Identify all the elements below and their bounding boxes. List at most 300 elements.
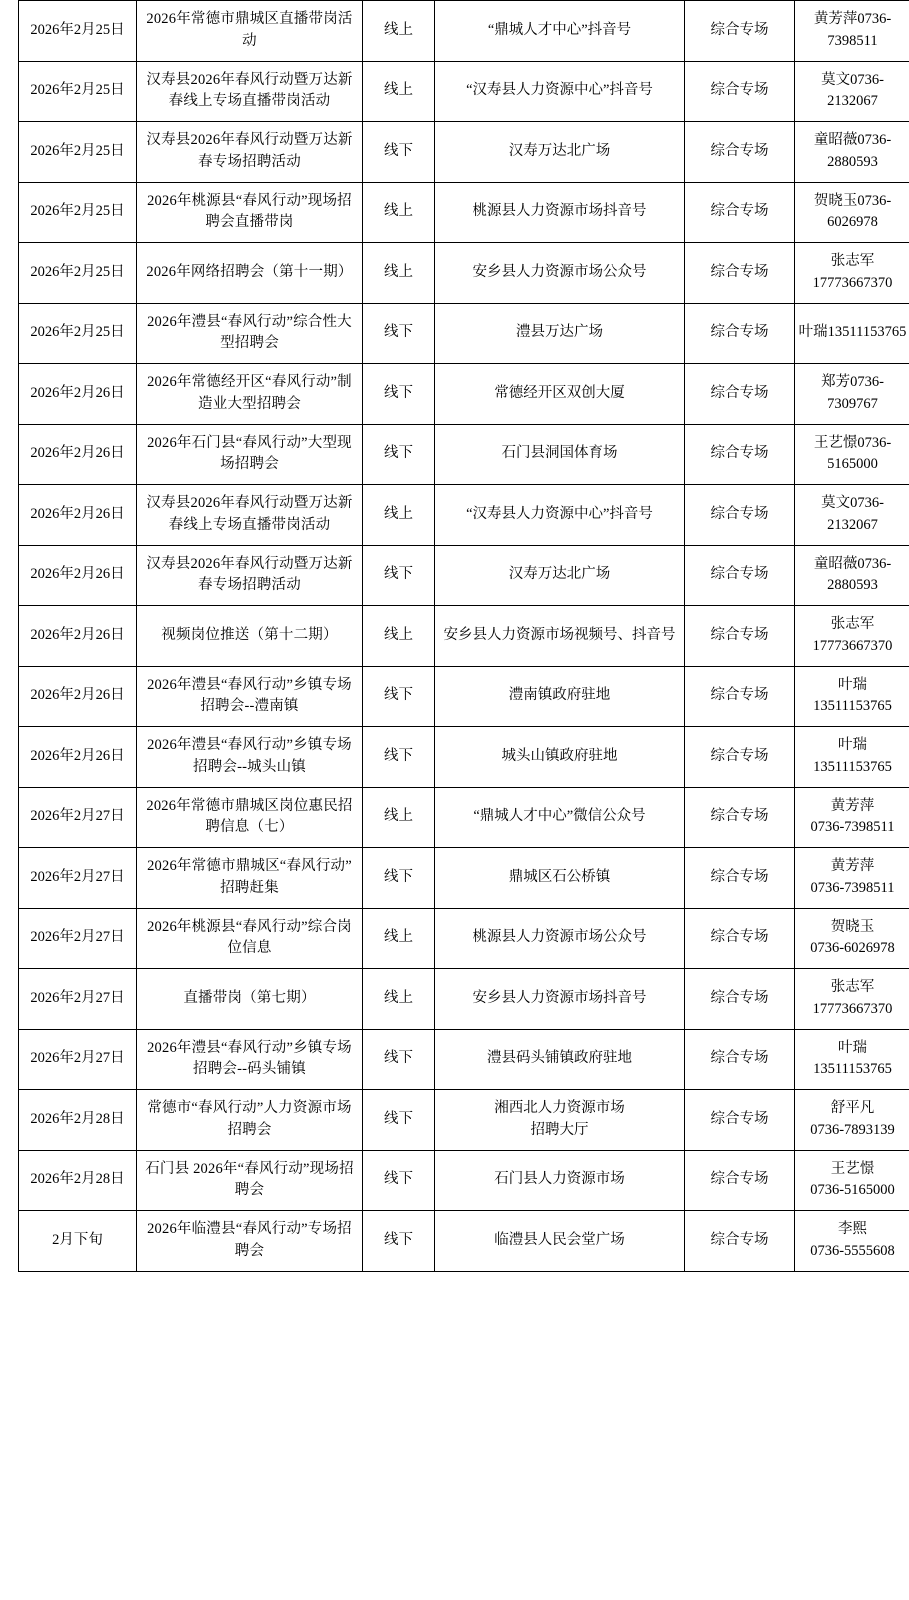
cell-date — [19, 364, 137, 425]
cell-contact-line: 17773667370 — [812, 637, 893, 654]
cell-category-line: 综合专场 — [710, 566, 769, 583]
cell-contact-line: 13511153765 — [813, 1061, 892, 1078]
cell-contact-line: 0736-7398511 — [810, 879, 895, 896]
cell-contact — [795, 1150, 909, 1211]
cell-mode — [363, 364, 435, 425]
cell-place-line: “汉寿县人力资源中心”抖音号 — [466, 505, 653, 522]
cell-contact — [795, 1, 909, 62]
cell-contact — [795, 848, 909, 909]
cell-contact — [795, 485, 909, 546]
cell-contact-line: 13511153765 — [813, 698, 892, 715]
cell-date — [19, 182, 137, 243]
cell-activity-name-line: 汉寿县2026年春风行动暨万达新 — [146, 71, 353, 88]
cell-activity-name — [137, 364, 363, 425]
cell-date-line: 2026年2月26日 — [30, 687, 125, 704]
cell-contact-line: 王艺憬 — [830, 1160, 875, 1177]
cell-category — [685, 485, 795, 546]
cell-mode-line: 线下 — [384, 1231, 413, 1248]
cell-place-line: 汉寿万达北广场 — [508, 566, 611, 583]
cell-activity-name-line: 石门县 2026年“春风行动”现场招 — [145, 1160, 354, 1177]
cell-contact-line: 17773667370 — [812, 274, 893, 291]
cell-mode-line: 线下 — [384, 445, 413, 462]
cell-date — [19, 787, 137, 848]
cell-date — [19, 969, 137, 1030]
cell-activity-name-line: 春线上专场直播带岗活动 — [168, 516, 331, 533]
cell-activity-name — [137, 787, 363, 848]
cell-activity-name-line: 聘信息（七） — [205, 819, 294, 836]
cell-activity-name-line: 2026年桃源县“春风行动”综合岗 — [147, 918, 352, 935]
cell-category — [685, 787, 795, 848]
cell-mode-line: 线下 — [384, 1171, 413, 1188]
cell-place-line: “鼎城人才中心”抖音号 — [487, 21, 632, 38]
cell-category — [685, 606, 795, 667]
cell-activity-name-line: 汉寿县2026年春风行动暨万达新 — [146, 495, 353, 511]
cell-contact — [795, 787, 909, 848]
table-row — [19, 1211, 909, 1272]
cell-contact-line: 0736-7893139 — [810, 1121, 895, 1138]
cell-activity-name — [137, 606, 363, 667]
cell-place-line: 湘西北人力资源市场 — [494, 1100, 625, 1116]
cell-mode — [363, 545, 435, 606]
cell-category-line: 综合专场 — [710, 808, 769, 825]
cell-activity-name-line: 型招聘会 — [220, 335, 279, 352]
cell-category — [685, 545, 795, 606]
cell-mode — [363, 1090, 435, 1151]
cell-contact-line: 5165000 — [827, 456, 878, 473]
cell-contact-line: 2132067 — [827, 516, 878, 533]
cell-place — [435, 666, 685, 727]
cell-date-line: 2026年2月27日 — [30, 868, 125, 885]
table-row — [19, 787, 909, 848]
cell-activity-name-line: 汉寿县2026年春风行动暨万达新 — [146, 555, 353, 572]
cell-place-line: “鼎城人才中心”微信公众号 — [473, 808, 646, 825]
cell-activity-name-line: 动 — [242, 32, 257, 49]
cell-category — [685, 969, 795, 1030]
cell-date-line: 2026年2月25日 — [30, 324, 125, 341]
cell-place-line: 城头山镇政府驻地 — [501, 747, 618, 764]
table-row — [19, 61, 909, 122]
cell-mode — [363, 727, 435, 788]
cell-category — [685, 364, 795, 425]
cell-activity-name-line: 2026年网络招聘会（第十一期） — [146, 263, 353, 280]
cell-category-line: 综合专场 — [710, 1110, 769, 1127]
cell-activity-name-line: 视频岗位推送（第十二期） — [161, 626, 338, 643]
cell-date — [19, 303, 137, 364]
cell-place — [435, 303, 685, 364]
cell-date — [19, 545, 137, 606]
cell-mode — [363, 303, 435, 364]
cell-place-line: 招聘大厅 — [530, 1121, 589, 1138]
cell-category — [685, 424, 795, 485]
cell-activity-name-line: 春专场招聘活动 — [198, 577, 301, 594]
cell-place — [435, 424, 685, 485]
cell-mode — [363, 787, 435, 848]
cell-mode — [363, 1, 435, 62]
cell-activity-name — [137, 182, 363, 243]
cell-activity-name — [137, 1029, 363, 1090]
cell-activity-name-line: 2026年常德经开区“春风行动”制 — [147, 374, 352, 390]
cell-mode-line: 线下 — [384, 687, 413, 704]
cell-date-line: 2026年2月27日 — [30, 808, 125, 825]
cell-category — [685, 243, 795, 304]
cell-date-line: 2026年2月25日 — [30, 21, 125, 38]
cell-mode-line: 线下 — [384, 1050, 413, 1067]
cell-contact-line: 2132067 — [827, 93, 878, 110]
cell-place-line: 石门县人力资源市场 — [494, 1171, 625, 1188]
cell-category-line: 综合专场 — [710, 445, 769, 462]
cell-activity-name-line: 2026年临澧县“春风行动”专场招 — [147, 1221, 352, 1237]
cell-contact-line: 0736-6026978 — [810, 940, 895, 957]
cell-activity-name-line: 春专场招聘活动 — [198, 153, 301, 170]
cell-place — [435, 1150, 685, 1211]
cell-date-line: 2026年2月25日 — [30, 203, 125, 220]
cell-place — [435, 606, 685, 667]
cell-activity-name-line: 直播带岗（第七期） — [183, 989, 316, 1006]
cell-category — [685, 1029, 795, 1090]
cell-contact — [795, 61, 909, 122]
cell-contact-line: 7398511 — [827, 32, 878, 49]
cell-mode — [363, 969, 435, 1030]
cell-place — [435, 545, 685, 606]
cell-contact-line: 童昭薇0736- — [813, 555, 892, 572]
cell-place — [435, 122, 685, 183]
cell-contact-line: 0736-7398511 — [810, 819, 895, 836]
cell-mode-line: 线下 — [384, 868, 413, 885]
cell-activity-name — [137, 908, 363, 969]
cell-category — [685, 122, 795, 183]
cell-contact-line: 李熙 — [838, 1221, 867, 1237]
cell-place-line: 桃源县人力资源市场公众号 — [472, 929, 647, 946]
cell-place-line: 安乡县人力资源市场视频号、抖音号 — [443, 626, 676, 643]
cell-mode — [363, 908, 435, 969]
cell-mode — [363, 666, 435, 727]
cell-contact — [795, 303, 909, 364]
cell-date-line: 2026年2月28日 — [30, 1110, 125, 1127]
cell-mode-line: 线下 — [384, 142, 413, 159]
cell-contact-line: 黄芳萍0736- — [813, 11, 892, 27]
cell-place — [435, 61, 685, 122]
cell-activity-name — [137, 1211, 363, 1272]
cell-category-line: 综合专场 — [710, 21, 769, 38]
cell-contact-line: 叶瑞13511153765 — [798, 324, 907, 341]
cell-mode-line: 线上 — [384, 263, 413, 280]
cell-contact-line: 张志军 — [830, 616, 875, 632]
table-row — [19, 182, 909, 243]
cell-mode-line: 线下 — [384, 324, 413, 341]
cell-activity-name — [137, 122, 363, 183]
cell-date-line: 2026年2月27日 — [30, 1050, 125, 1067]
cell-date — [19, 666, 137, 727]
table-row — [19, 606, 909, 667]
cell-activity-name — [137, 424, 363, 485]
cell-mode — [363, 1211, 435, 1272]
cell-category — [685, 908, 795, 969]
cell-activity-name-line: 招聘会--澧南镇 — [200, 698, 299, 715]
cell-activity-name-line: 2026年石门县“春风行动”大型现 — [147, 434, 352, 451]
cell-date — [19, 243, 137, 304]
cell-category — [685, 61, 795, 122]
cell-category — [685, 666, 795, 727]
cell-date-line: 2026年2月26日 — [30, 445, 125, 462]
cell-contact-line: 贺晓玉 — [830, 918, 875, 935]
cell-contact-line: 叶瑞 — [838, 737, 867, 753]
cell-contact-line: 0736-5555608 — [810, 1242, 895, 1259]
cell-activity-name — [137, 666, 363, 727]
cell-place — [435, 364, 685, 425]
table-row — [19, 243, 909, 304]
cell-place — [435, 908, 685, 969]
cell-category — [685, 1150, 795, 1211]
cell-date — [19, 424, 137, 485]
cell-activity-name-line: 聘会 — [234, 1182, 265, 1199]
cell-activity-name-line: 2026年常德市鼎城区岗位惠民招 — [146, 797, 353, 814]
cell-category — [685, 303, 795, 364]
cell-mode-line: 线上 — [384, 808, 413, 825]
cell-place-line: 澧县码头铺镇政府驻地 — [487, 1050, 632, 1067]
cell-contact-line: 童昭薇0736- — [813, 132, 892, 148]
cell-activity-name — [137, 303, 363, 364]
cell-date — [19, 1, 137, 62]
table-row — [19, 848, 909, 909]
cell-contact-line: 莫文0736- — [821, 71, 884, 88]
cell-category-line: 综合专场 — [710, 868, 769, 885]
cell-category — [685, 1090, 795, 1151]
cell-activity-name-line: 2026年常德市鼎城区“春风行动” — [147, 858, 352, 874]
cell-place-line: 鼎城区石公桥镇 — [508, 868, 611, 885]
cell-place-line: 临澧县人民会堂广场 — [494, 1231, 625, 1248]
cell-activity-name-line: 招聘会--码头铺镇 — [193, 1061, 306, 1078]
cell-contact — [795, 1029, 909, 1090]
cell-date — [19, 606, 137, 667]
cell-activity-name-line: 聘会 — [234, 1242, 265, 1259]
cell-mode — [363, 122, 435, 183]
cell-activity-name-line: 招聘会--城头山镇 — [193, 758, 306, 775]
cell-activity-name — [137, 485, 363, 546]
cell-mode — [363, 1150, 435, 1211]
cell-contact-line: 莫文0736- — [821, 495, 884, 511]
cell-place — [435, 1211, 685, 1272]
cell-mode-line: 线下 — [384, 1110, 413, 1127]
cell-mode-line: 线上 — [384, 21, 413, 38]
cell-date — [19, 848, 137, 909]
cell-activity-name-line: 2026年桃源县“春风行动”现场招 — [147, 192, 352, 209]
cell-contact-line: 黄芳萍 — [830, 797, 875, 814]
cell-place — [435, 727, 685, 788]
cell-activity-name-line: 2026年澧县“春风行动”综合性大 — [147, 313, 352, 330]
cell-category — [685, 1, 795, 62]
table-row — [19, 969, 909, 1030]
cell-activity-name — [137, 1150, 363, 1211]
cell-category-line: 综合专场 — [710, 1231, 769, 1248]
cell-mode-line: 线下 — [384, 566, 413, 583]
cell-date-line: 2026年2月25日 — [30, 142, 125, 159]
table-row — [19, 1150, 909, 1211]
cell-activity-name-line: 招聘会 — [227, 1121, 272, 1138]
cell-date-line: 2026年2月26日 — [30, 626, 125, 643]
cell-place-line: 汉寿万达北广场 — [508, 142, 611, 159]
table-row — [19, 908, 909, 969]
cell-contact — [795, 364, 909, 425]
cell-place-line: 澧南镇政府驻地 — [508, 687, 611, 704]
cell-contact-line: 17773667370 — [812, 1000, 893, 1017]
cell-activity-name-line: 场招聘会 — [220, 456, 279, 473]
table-row — [19, 1029, 909, 1090]
cell-category-line: 综合专场 — [710, 1171, 769, 1188]
cell-mode — [363, 182, 435, 243]
cell-place — [435, 787, 685, 848]
cell-date-line: 2026年2月26日 — [30, 505, 125, 522]
cell-activity-name-line: 2026年常德市鼎城区直播带岗活 — [146, 11, 353, 27]
cell-category-line: 综合专场 — [710, 626, 769, 643]
cell-contact-line: 舒平凡 — [830, 1100, 875, 1116]
cell-contact-line: 郑芳0736- — [821, 374, 884, 390]
cell-date — [19, 1211, 137, 1272]
cell-mode-line: 线下 — [384, 747, 413, 764]
cell-contact-line: 2880593 — [827, 153, 878, 170]
cell-place — [435, 1090, 685, 1151]
cell-date-line: 2026年2月25日 — [30, 263, 125, 280]
cell-place-line: 石门县洞国体育场 — [501, 445, 618, 462]
cell-contact — [795, 727, 909, 788]
cell-category-line: 综合专场 — [710, 324, 769, 341]
cell-contact-line: 黄芳萍 — [830, 858, 875, 874]
cell-category — [685, 1211, 795, 1272]
cell-contact — [795, 908, 909, 969]
cell-date — [19, 485, 137, 546]
cell-date — [19, 61, 137, 122]
cell-contact-line: 叶瑞 — [838, 1039, 867, 1056]
cell-place-line: “汉寿县人力资源中心”抖音号 — [466, 82, 653, 99]
cell-contact — [795, 1090, 909, 1151]
cell-activity-name-line: 2026年澧县“春风行动”乡镇专场 — [147, 676, 352, 693]
table-row — [19, 1090, 909, 1151]
table-row — [19, 727, 909, 788]
cell-mode-line: 线上 — [384, 82, 413, 99]
cell-mode — [363, 485, 435, 546]
table-row — [19, 364, 909, 425]
cell-activity-name — [137, 61, 363, 122]
cell-activity-name-line: 聘会直播带岗 — [205, 214, 294, 231]
cell-contact — [795, 424, 909, 485]
cell-mode — [363, 848, 435, 909]
cell-category-line: 综合专场 — [710, 203, 769, 220]
table-row — [19, 485, 909, 546]
table-row — [19, 545, 909, 606]
cell-date — [19, 908, 137, 969]
recruitment-schedule-table — [18, 0, 909, 1272]
cell-date-line: 2026年2月27日 — [30, 989, 125, 1006]
cell-contact-line: 贺晓玉0736- — [813, 192, 892, 209]
cell-contact-line: 7309767 — [827, 395, 878, 412]
cell-place-line: 安乡县人力资源市场抖音号 — [472, 989, 647, 1006]
cell-category-line: 综合专场 — [710, 263, 769, 280]
cell-mode — [363, 424, 435, 485]
cell-activity-name — [137, 727, 363, 788]
cell-date-line: 2026年2月26日 — [30, 747, 125, 764]
cell-contact — [795, 122, 909, 183]
cell-category — [685, 848, 795, 909]
cell-activity-name-line: 2026年澧县“春风行动”乡镇专场 — [147, 1039, 352, 1056]
cell-place-line: 常德经开区双创大厦 — [494, 384, 625, 401]
cell-date-line: 2026年2月28日 — [30, 1171, 125, 1188]
cell-category-line: 综合专场 — [710, 747, 769, 764]
cell-place — [435, 243, 685, 304]
cell-category-line: 综合专场 — [710, 384, 769, 401]
cell-mode-line: 线上 — [384, 203, 413, 220]
cell-mode-line: 线上 — [384, 505, 413, 522]
cell-activity-name-line: 春线上专场直播带岗活动 — [168, 93, 331, 110]
cell-category-line: 综合专场 — [710, 82, 769, 99]
table-row — [19, 122, 909, 183]
cell-activity-name — [137, 1, 363, 62]
table-row — [19, 1, 909, 62]
cell-activity-name — [137, 848, 363, 909]
cell-date-line: 2026年2月26日 — [30, 566, 125, 583]
cell-contact-line: 6026978 — [827, 214, 878, 231]
cell-contact — [795, 243, 909, 304]
cell-category-line: 综合专场 — [710, 989, 769, 1006]
cell-place — [435, 1, 685, 62]
cell-date — [19, 1090, 137, 1151]
cell-category-line: 综合专场 — [710, 142, 769, 159]
cell-activity-name — [137, 243, 363, 304]
cell-place-line: 桃源县人力资源市场抖音号 — [472, 203, 647, 220]
cell-activity-name-line: 汉寿县2026年春风行动暨万达新 — [146, 132, 353, 148]
cell-contact — [795, 969, 909, 1030]
cell-contact — [795, 182, 909, 243]
cell-category-line: 综合专场 — [710, 687, 769, 704]
cell-place-line: 安乡县人力资源市场公众号 — [472, 263, 647, 280]
cell-mode — [363, 1029, 435, 1090]
cell-place — [435, 969, 685, 1030]
cell-category-line: 综合专场 — [710, 1050, 769, 1067]
cell-place — [435, 182, 685, 243]
cell-mode — [363, 606, 435, 667]
cell-activity-name — [137, 1090, 363, 1151]
cell-contact-line: 张志军 — [830, 253, 875, 269]
cell-activity-name-line: 2026年澧县“春风行动”乡镇专场 — [147, 737, 352, 753]
cell-date — [19, 122, 137, 183]
cell-mode-line: 线上 — [384, 626, 413, 643]
cell-mode — [363, 61, 435, 122]
cell-date-line: 2月下旬 — [52, 1231, 103, 1248]
cell-activity-name-line: 招聘赶集 — [220, 879, 279, 896]
table-body — [19, 1, 909, 1272]
cell-place — [435, 1029, 685, 1090]
cell-contact — [795, 606, 909, 667]
cell-date — [19, 727, 137, 788]
cell-place — [435, 485, 685, 546]
table-row — [19, 666, 909, 727]
cell-date — [19, 1150, 137, 1211]
cell-contact-line: 张志军 — [830, 979, 875, 995]
cell-activity-name — [137, 545, 363, 606]
cell-contact — [795, 1211, 909, 1272]
cell-contact-line: 王艺憬0736- — [813, 434, 892, 451]
cell-category — [685, 727, 795, 788]
cell-mode-line: 线上 — [384, 989, 413, 1006]
cell-contact-line: 0736-5165000 — [810, 1182, 895, 1199]
cell-activity-name-line: 位信息 — [227, 940, 272, 957]
cell-date-line: 2026年2月26日 — [30, 384, 125, 401]
cell-place — [435, 848, 685, 909]
cell-activity-name-line: 常德市“春风行动”人力资源市场 — [147, 1100, 352, 1116]
cell-activity-name-line: 造业大型招聘会 — [198, 395, 301, 412]
cell-date-line: 2026年2月27日 — [30, 929, 125, 946]
cell-contact — [795, 545, 909, 606]
cell-category-line: 综合专场 — [710, 505, 769, 522]
cell-date — [19, 1029, 137, 1090]
